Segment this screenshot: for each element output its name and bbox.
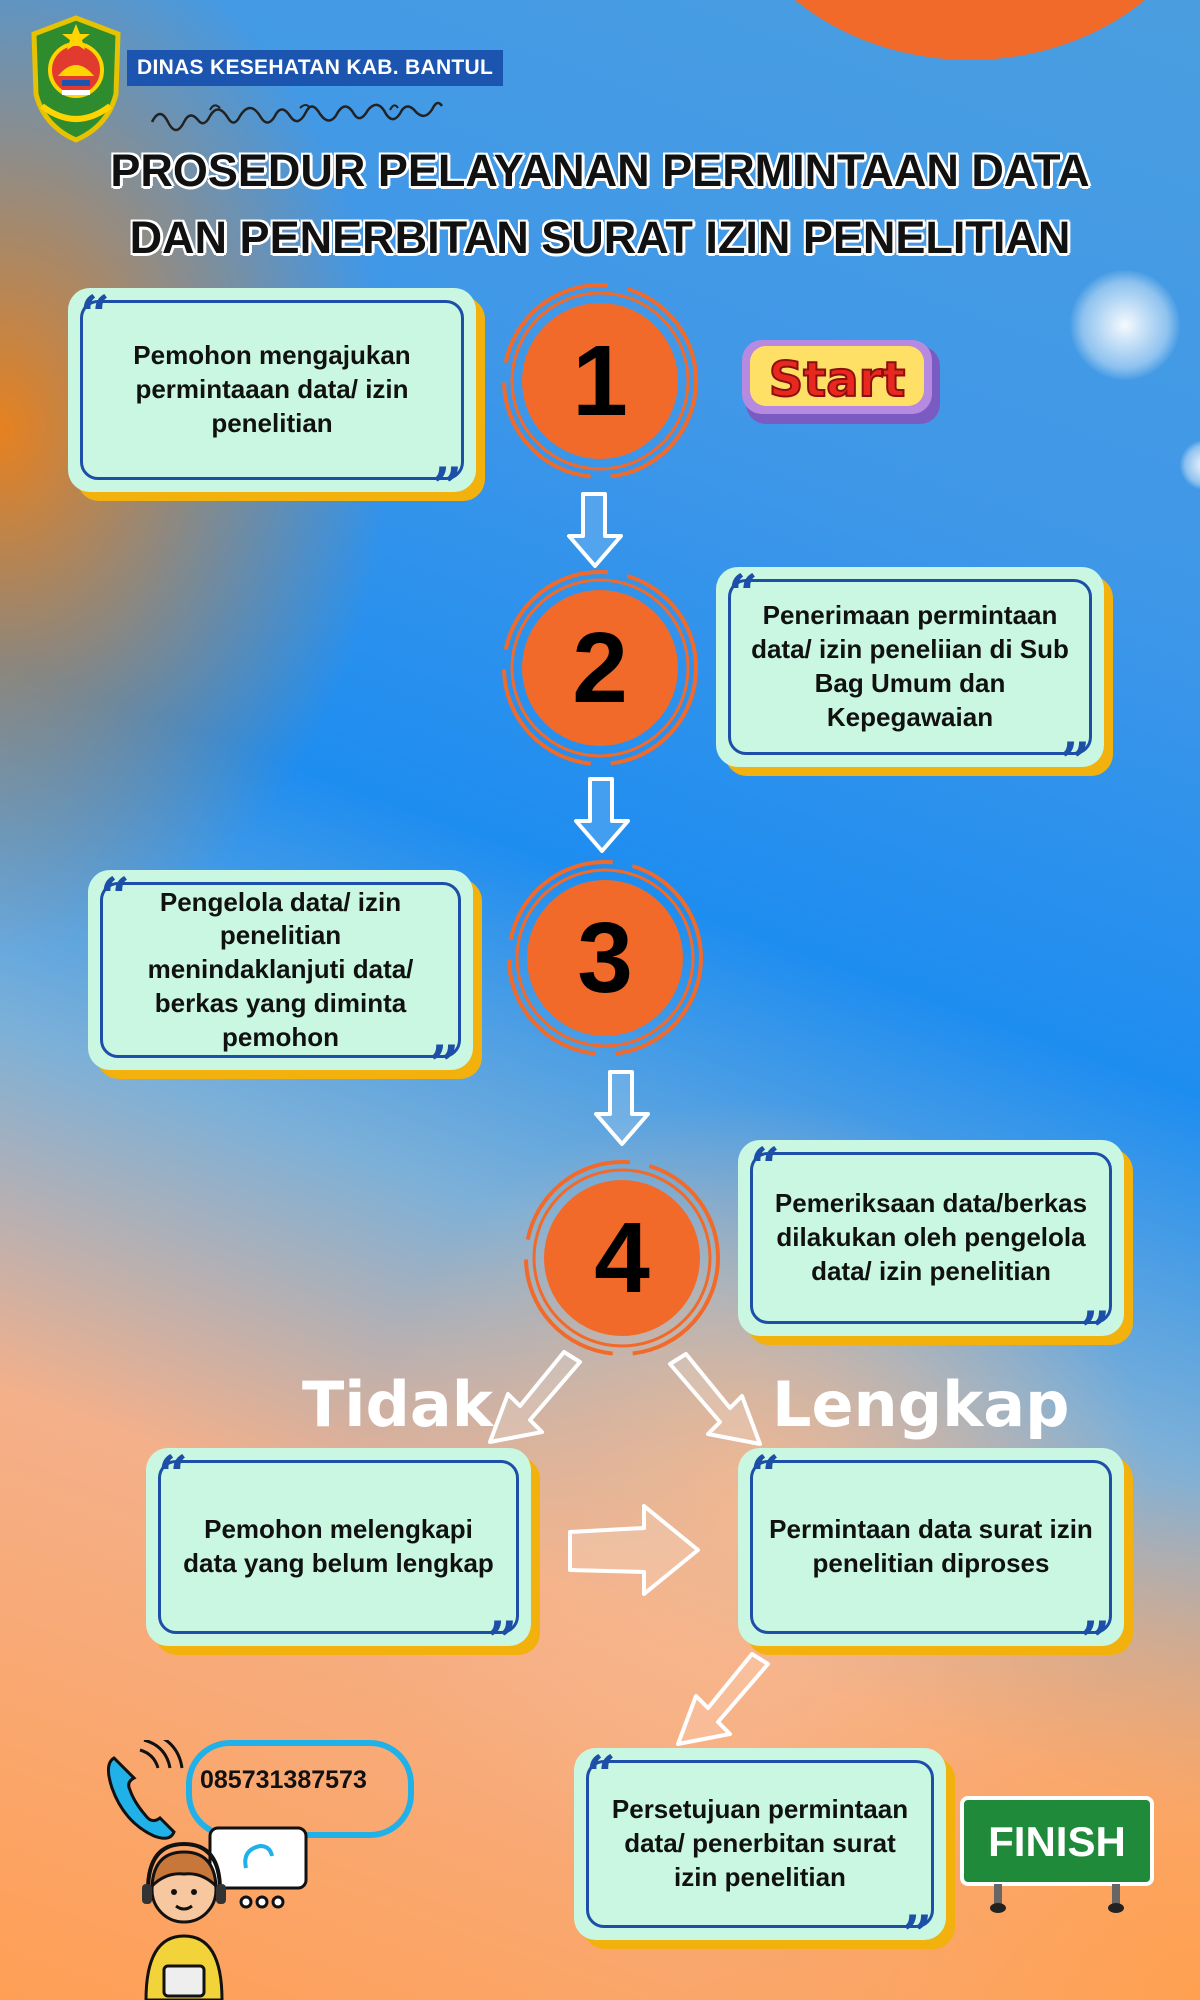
close-quote-icon: ”	[1080, 1301, 1110, 1362]
incomplete-label: Tidak	[302, 1368, 493, 1441]
final-text: Persetujuan permintaan data/ penerbitan surat izin penelitian	[611, 1794, 909, 1892]
step-circle-2	[500, 568, 700, 768]
step-circle-1	[500, 281, 700, 481]
finish-label: FINISH	[988, 1818, 1126, 1865]
step-number: 1	[572, 324, 628, 437]
start-badge	[740, 338, 944, 428]
incomplete-text: Pemohon melengkapi data yang belum lengkap	[183, 1514, 494, 1578]
light-bokeh	[1070, 270, 1180, 380]
complete-label: Lengkap	[772, 1368, 1070, 1441]
open-quote-icon: “	[158, 1445, 188, 1506]
phone-number: 085731387573	[200, 1766, 367, 1794]
step-number: 4	[594, 1201, 650, 1314]
step-card-2	[716, 564, 1104, 793]
open-quote-icon: “	[750, 1137, 780, 1198]
open-quote-icon: “	[750, 1445, 780, 1506]
diagonal-arrow-left-icon	[480, 1348, 590, 1448]
open-quote-icon: “	[100, 867, 130, 928]
diagonal-arrow-right-icon	[660, 1350, 770, 1450]
step-card-3	[88, 867, 473, 1096]
page-title-line-2: DAN PENERBITAN SURAT IZIN PENELITIAN	[129, 212, 1071, 263]
customer-service-icon	[128, 1820, 328, 2000]
light-bokeh-small	[1180, 440, 1200, 490]
final-card	[574, 1745, 946, 1966]
step-text: Pemohon mengajukan permintaaan data/ izin penelitian	[133, 340, 411, 438]
step-text: Pemeriksaan data/berkas dilakukan oleh pengelola data/ izin penelitian	[774, 1188, 1088, 1286]
down-arrow-icon	[565, 490, 625, 570]
start-label: Start	[768, 352, 906, 408]
corner-decoration	[720, 0, 1200, 60]
diagonal-arrow-down-icon	[668, 1650, 778, 1750]
step-card-4	[738, 1137, 1124, 1362]
open-quote-icon: “	[80, 285, 110, 346]
close-quote-icon: ”	[432, 457, 462, 518]
page-title-line-1: PROSEDUR PELAYANAN PERMINTAAN DATA	[110, 145, 1090, 196]
finish-sign	[960, 1796, 1154, 1914]
open-quote-icon: “	[728, 564, 758, 625]
close-quote-icon: ”	[1080, 1611, 1110, 1672]
down-arrow-icon	[572, 775, 632, 855]
complete-card	[738, 1445, 1124, 1672]
regency-emblem-logo	[28, 14, 124, 146]
right-arrow-icon	[564, 1500, 704, 1600]
open-quote-icon: “	[586, 1745, 616, 1806]
step-circle-3	[505, 858, 705, 1058]
close-quote-icon: ”	[429, 1035, 459, 1096]
complete-text: Permintaan data surat izin penelitian diproses	[769, 1514, 1093, 1578]
step-text: Pengelola data/ izin penelitian menindaklanjuti data/ berkas yang diminta pemohon	[147, 886, 414, 1052]
step-card-1	[68, 285, 476, 518]
javanese-script-text	[150, 100, 490, 136]
close-quote-icon: ”	[1060, 732, 1090, 793]
down-arrow-icon	[592, 1068, 652, 1148]
close-quote-icon: ”	[902, 1905, 932, 1966]
organization-name: DINAS KESEHATAN KAB. BANTUL	[127, 50, 503, 86]
step-number: 2	[572, 611, 628, 724]
incomplete-card	[146, 1445, 531, 1672]
step-number: 3	[577, 901, 633, 1014]
step-text: Penerimaan permintaan data/ izin peneliian di Sub Bag Umum dan Kepegawaian	[751, 600, 1069, 732]
close-quote-icon: ”	[487, 1611, 517, 1672]
step-circle-4	[522, 1158, 722, 1358]
